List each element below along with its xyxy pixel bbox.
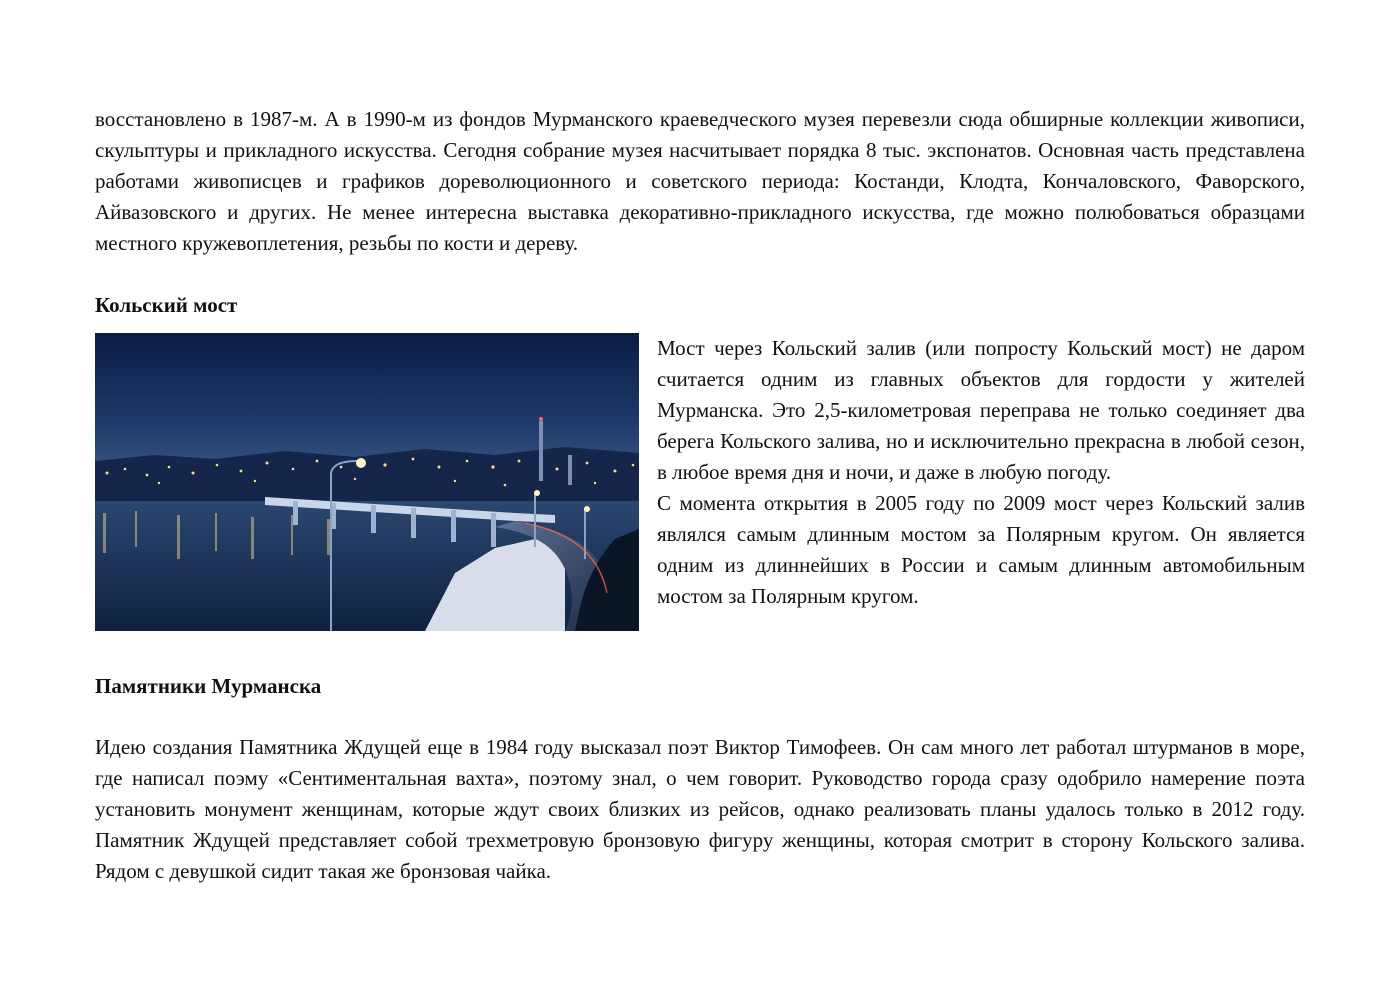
kola-bridge-paragraph-1: Мост через Кольский залив (или попросту Кольский мост) не даром считается одним из главных объектов для гордости у жителей Мурманска. Это 2,5-километровая переправа не только соединяет два берега Кольского залива, но и исключительно прекрасна в любой сезон, в любое время дня и ночи, и даже в любую погоду. — [657, 336, 1305, 484]
kola-bridge-text — [657, 333, 1305, 612]
kola-bridge-photo — [95, 333, 639, 631]
intro-paragraph: восстановлено в 1987-м. А в 1990-м из фондов Мурманского краеведческого музея перевезли сюда обширные коллекции живописи, скульптуры и прикладного искусства. Сегодня собрание музея насчитывает порядка 8 тыс. экспонатов. Основная часть представлена работами живописцев и графиков дореволюционного и советского периода: Костанди, Клодта, Кончаловского, Фаворского, Айвазовского и других. Не менее интересна выставка декоративно-прикладного искусства, где можно полюбоваться образцами местного кружевоплетения, резьбы по кости и дереву. — [95, 107, 1305, 255]
kola-bridge-paragraph-2: С момента открытия в 2005 году по 2009 мост через Кольский залив являлся самым длинным мостом за Полярным кругом. Он является одним из длиннейших в России и самым длинным автомобильным мостом за Полярным кругом. — [657, 491, 1305, 608]
section-heading-monuments: Памятники Мурманска — [95, 674, 322, 698]
section-heading-kola-bridge: Кольский мост — [95, 293, 238, 317]
monuments-paragraph: Идею создания Памятника Ждущей еще в 1984 году высказал поэт Виктор Тимофеев. Он сам много лет работал штурманов в море, где написал поэму «Сентиментальная вахта», поэтому знал, о чем говорит. Руководство города сразу одобрило намерение поэта установить монумент женщинам, которые ждут своих близких из рейсов, однако реализовать планы удалось только в 2012 году. Памятник Ждущей представляет собой трехметровую бронзовую фигуру женщины, которая смотрит в сторону Кольского залива. Рядом с девушкой сидит такая же бронзовая чайка. — [95, 735, 1305, 883]
